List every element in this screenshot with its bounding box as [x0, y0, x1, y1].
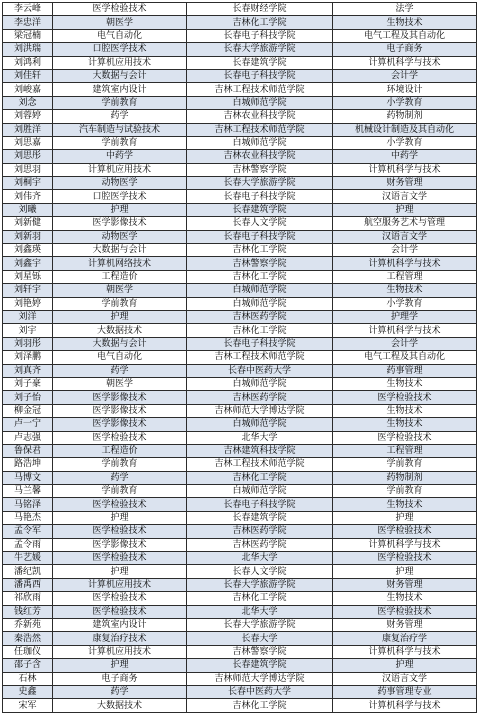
university-cell: 吉林化工学院 — [187, 699, 333, 712]
college-major-cell: 医学检验技术 — [53, 605, 187, 618]
target-major-cell: 电气工程及其自动化 — [333, 29, 477, 42]
student-name-cell: 刘新健 — [3, 217, 53, 230]
target-major-cell: 医学检验技术 — [333, 552, 477, 565]
admissions-table — [2, 2, 477, 713]
college-major-cell: 医学影像技术 — [53, 538, 187, 551]
student-name-cell: 马兰馨 — [3, 485, 53, 498]
target-major-cell: 医学检验技术 — [333, 605, 477, 618]
college-major-cell: 学前教育 — [53, 136, 187, 149]
college-major-cell: 药学 — [53, 110, 187, 123]
target-major-cell: 汉语言文学 — [333, 672, 477, 685]
target-major-cell: 计算机科学与技术 — [333, 163, 477, 176]
college-major-cell: 电气自动化 — [53, 29, 187, 42]
target-major-cell: 会计学 — [333, 69, 477, 82]
student-name-cell: 刘蓉婷 — [3, 110, 53, 123]
student-name-cell: 刘佳轩 — [3, 69, 53, 82]
target-major-cell: 生物技术 — [333, 498, 477, 511]
target-major-cell: 电气工程及其自动化 — [333, 351, 477, 364]
college-major-cell: 护理 — [53, 565, 187, 578]
student-name-cell: 刘宇 — [3, 324, 53, 337]
student-name-cell: 刘曦 — [3, 203, 53, 216]
student-name-cell: 潘禹西 — [3, 578, 53, 591]
target-major-cell: 财务管理 — [333, 618, 477, 631]
college-major-cell: 医学检验技术 — [53, 431, 187, 444]
college-major-cell: 医学影像技术 — [53, 391, 187, 404]
university-cell: 长春财经学院 — [187, 3, 333, 16]
college-major-cell: 朝医学 — [53, 284, 187, 297]
student-name-cell: 卢一宁 — [3, 418, 53, 431]
college-major-cell: 学前教育 — [53, 96, 187, 109]
college-major-cell: 动物医学 — [53, 177, 187, 190]
target-major-cell: 计算机科学与技术 — [333, 324, 477, 337]
university-cell: 北华大学 — [187, 431, 333, 444]
student-name-cell: 刘思彤 — [3, 150, 53, 163]
table-row — [3, 552, 477, 565]
student-name-cell: 梁冠楠 — [3, 29, 53, 42]
university-cell: 白城师范学院 — [187, 96, 333, 109]
target-major-cell: 生物技术 — [333, 284, 477, 297]
target-major-cell: 汉语言文学 — [333, 190, 477, 203]
college-major-cell: 医学检验技术 — [53, 498, 187, 511]
college-major-cell: 口腔医学技术 — [53, 190, 187, 203]
university-cell: 白城师范学院 — [187, 136, 333, 149]
table-row — [3, 458, 477, 471]
table-row — [3, 96, 477, 109]
table-row — [3, 110, 477, 123]
university-cell: 白城师范学院 — [187, 485, 333, 498]
university-cell: 长春电子科技学院 — [187, 337, 333, 350]
college-major-cell: 医学检验技术 — [53, 552, 187, 565]
student-name-cell: 刘思嘉 — [3, 136, 53, 149]
college-major-cell: 工程造价 — [53, 270, 187, 283]
target-major-cell: 机械设计制造及其自动化 — [333, 123, 477, 136]
student-name-cell: 刘桐宇 — [3, 177, 53, 190]
student-name-cell: 卢志强 — [3, 431, 53, 444]
student-name-cell: 刘洋 — [3, 310, 53, 323]
table-row — [3, 177, 477, 190]
table-row — [3, 310, 477, 323]
target-major-cell: 康复治疗学 — [333, 632, 477, 645]
college-major-cell: 大数据与会计 — [53, 69, 187, 82]
table-row — [3, 592, 477, 605]
target-major-cell: 医学检验技术 — [333, 391, 477, 404]
target-major-cell: 财务管理 — [333, 177, 477, 190]
target-major-cell: 中药学 — [333, 150, 477, 163]
table-row — [3, 3, 477, 16]
student-name-cell: 牛艺媛 — [3, 552, 53, 565]
table-row — [3, 685, 477, 698]
college-major-cell: 计算机应用技术 — [53, 56, 187, 69]
student-name-cell: 宋军 — [3, 699, 53, 712]
student-name-cell: 路浩坤 — [3, 458, 53, 471]
student-name-cell: 刘星铄 — [3, 270, 53, 283]
university-cell: 吉林工程技术师范学院 — [187, 83, 333, 96]
university-cell: 长春大学旅游学院 — [187, 618, 333, 631]
college-major-cell: 护理 — [53, 659, 187, 672]
college-major-cell: 建筑室内设计 — [53, 83, 187, 96]
table-row — [3, 391, 477, 404]
college-major-cell: 学前教育 — [53, 458, 187, 471]
student-name-cell: 马博文 — [3, 471, 53, 484]
student-name-cell: 刘念 — [3, 96, 53, 109]
college-major-cell: 大数据技术 — [53, 699, 187, 712]
target-major-cell: 航空服务艺术与管理 — [333, 217, 477, 230]
university-cell: 长春电子科技学院 — [187, 69, 333, 82]
student-name-cell: 马艳杰 — [3, 511, 53, 524]
table-row — [3, 123, 477, 136]
university-cell: 长春大学旅游学院 — [187, 578, 333, 591]
table-row — [3, 69, 477, 82]
table-row — [3, 364, 477, 377]
target-major-cell: 药物制剂 — [333, 471, 477, 484]
college-major-cell: 医学影像技术 — [53, 217, 187, 230]
target-major-cell: 护理 — [333, 511, 477, 524]
table-row — [3, 525, 477, 538]
university-cell: 吉林师范大学博达学院 — [187, 672, 333, 685]
student-name-cell: 秦浩然 — [3, 632, 53, 645]
college-major-cell: 医学影像技术 — [53, 404, 187, 417]
college-major-cell: 学前教育 — [53, 485, 187, 498]
student-name-cell: 石林 — [3, 672, 53, 685]
university-cell: 白城师范学院 — [187, 418, 333, 431]
college-major-cell: 电子商务 — [53, 672, 187, 685]
table-row — [3, 659, 477, 672]
table-row — [3, 270, 477, 283]
table-row — [3, 230, 477, 243]
college-major-cell: 计算机应用技术 — [53, 645, 187, 658]
table-row — [3, 672, 477, 685]
university-cell: 吉林农业科技学院 — [187, 110, 333, 123]
target-major-cell: 电子商务 — [333, 43, 477, 56]
university-cell: 长春电子科技学院 — [187, 29, 333, 42]
table-row — [3, 565, 477, 578]
table-row — [3, 43, 477, 56]
target-major-cell: 生物技术 — [333, 377, 477, 390]
college-major-cell: 医学影像技术 — [53, 418, 187, 431]
student-name-cell: 刘峻嘉 — [3, 83, 53, 96]
student-name-cell: 孟令雨 — [3, 538, 53, 551]
university-cell: 吉林农业科技学院 — [187, 150, 333, 163]
university-cell: 长春中医药大学 — [187, 364, 333, 377]
college-major-cell: 药学 — [53, 471, 187, 484]
table-row — [3, 29, 477, 42]
student-name-cell: 李云峰 — [3, 3, 53, 16]
university-cell: 吉林工程技术师范学院 — [187, 123, 333, 136]
college-major-cell: 医学检验技术 — [53, 3, 187, 16]
university-cell: 吉林化工学院 — [187, 244, 333, 257]
student-name-cell: 史鑫 — [3, 685, 53, 698]
university-cell: 吉林医药学院 — [187, 538, 333, 551]
student-name-cell: 祁欣雨 — [3, 592, 53, 605]
table-row — [3, 444, 477, 457]
target-major-cell: 生物技术 — [333, 16, 477, 29]
university-cell: 长春建筑学院 — [187, 203, 333, 216]
target-major-cell: 医学检验技术 — [333, 525, 477, 538]
target-major-cell: 生物技术 — [333, 592, 477, 605]
student-name-cell: 潘纪凯 — [3, 565, 53, 578]
table-row — [3, 217, 477, 230]
university-cell: 长春建筑学院 — [187, 659, 333, 672]
student-name-cell: 刘泽鹏 — [3, 351, 53, 364]
student-name-cell: 钱红芳 — [3, 605, 53, 618]
target-major-cell: 小学教育 — [333, 96, 477, 109]
table-row — [3, 377, 477, 390]
university-cell: 长春建筑学院 — [187, 511, 333, 524]
table-row — [3, 511, 477, 524]
university-cell: 吉林化工学院 — [187, 592, 333, 605]
university-cell: 吉林化工学院 — [187, 324, 333, 337]
college-major-cell: 朝医学 — [53, 377, 187, 390]
university-cell: 吉林工程技术师范学院 — [187, 351, 333, 364]
target-major-cell: 护理 — [333, 203, 477, 216]
university-cell: 吉林化工学院 — [187, 270, 333, 283]
table-row — [3, 297, 477, 310]
table-row — [3, 351, 477, 364]
university-cell: 长春人文学院 — [187, 565, 333, 578]
target-major-cell: 生物技术 — [333, 418, 477, 431]
target-major-cell: 计算机科学与技术 — [333, 699, 477, 712]
table-row — [3, 284, 477, 297]
university-cell: 吉林医药学院 — [187, 391, 333, 404]
college-major-cell: 药学 — [53, 364, 187, 377]
university-cell: 长春电子科技学院 — [187, 230, 333, 243]
college-major-cell: 学前教育 — [53, 297, 187, 310]
table-row — [3, 83, 477, 96]
student-name-cell: 刘洪瑞 — [3, 43, 53, 56]
university-cell: 北华大学 — [187, 605, 333, 618]
target-major-cell: 医学检验技术 — [333, 431, 477, 444]
university-cell: 长春大学旅游学院 — [187, 177, 333, 190]
university-cell: 吉林警察学院 — [187, 645, 333, 658]
university-cell: 长春电子科技学院 — [187, 498, 333, 511]
table-row — [3, 618, 477, 631]
college-major-cell: 动物医学 — [53, 230, 187, 243]
college-major-cell: 计算机网络技术 — [53, 257, 187, 270]
target-major-cell: 药物制剂 — [333, 110, 477, 123]
university-cell: 吉林医药学院 — [187, 310, 333, 323]
university-cell: 长春人文学院 — [187, 217, 333, 230]
college-major-cell: 大数据技术 — [53, 324, 187, 337]
college-major-cell: 医学检验技术 — [53, 525, 187, 538]
target-major-cell: 会计学 — [333, 244, 477, 257]
university-cell: 吉林工程技术师范学院 — [187, 458, 333, 471]
target-major-cell: 学前教育 — [333, 458, 477, 471]
target-major-cell: 环境设计 — [333, 83, 477, 96]
student-name-cell: 刘伟齐 — [3, 190, 53, 203]
college-major-cell: 大数据与会计 — [53, 337, 187, 350]
university-cell: 北华大学 — [187, 552, 333, 565]
table-row — [3, 203, 477, 216]
target-major-cell: 工程管理 — [333, 270, 477, 283]
table-row — [3, 471, 477, 484]
table-row — [3, 324, 477, 337]
table-row — [3, 498, 477, 511]
table-row — [3, 163, 477, 176]
table-row — [3, 418, 477, 431]
target-major-cell: 生物技术 — [333, 404, 477, 417]
target-major-cell: 法学 — [333, 3, 477, 16]
student-name-cell: 刘新羽 — [3, 230, 53, 243]
university-cell: 吉林建筑科技学院 — [187, 444, 333, 457]
student-name-cell: 刘羽彤 — [3, 337, 53, 350]
student-name-cell: 任珈仪 — [3, 645, 53, 658]
student-name-cell: 柳金冠 — [3, 404, 53, 417]
college-major-cell: 护理 — [53, 511, 187, 524]
college-major-cell: 口腔医学技术 — [53, 43, 187, 56]
target-major-cell: 小学教育 — [333, 136, 477, 149]
target-major-cell: 护理 — [333, 659, 477, 672]
student-name-cell: 鲁保君 — [3, 444, 53, 457]
table-row — [3, 578, 477, 591]
university-cell: 吉林化工学院 — [187, 471, 333, 484]
college-major-cell: 工程造价 — [53, 444, 187, 457]
target-major-cell: 学前教育 — [333, 485, 477, 498]
college-major-cell: 药学 — [53, 685, 187, 698]
table-row — [3, 538, 477, 551]
target-major-cell: 护理学 — [333, 310, 477, 323]
university-cell: 长春中医药大学 — [187, 685, 333, 698]
table-row — [3, 190, 477, 203]
target-major-cell: 财务管理 — [333, 578, 477, 591]
target-major-cell: 护理 — [333, 565, 477, 578]
student-name-cell: 刘子豪 — [3, 377, 53, 390]
college-major-cell: 医学检验技术 — [53, 592, 187, 605]
student-name-cell: 刘真齐 — [3, 364, 53, 377]
target-major-cell: 计算机科学与技术 — [333, 257, 477, 270]
table-row — [3, 404, 477, 417]
college-major-cell: 大数据与会计 — [53, 244, 187, 257]
university-cell: 吉林化工学院 — [187, 16, 333, 29]
target-major-cell: 小学教育 — [333, 297, 477, 310]
table-row — [3, 136, 477, 149]
university-cell: 吉林警察学院 — [187, 163, 333, 176]
college-major-cell: 护理 — [53, 203, 187, 216]
student-name-cell: 刘艳婷 — [3, 297, 53, 310]
student-name-cell: 孟令军 — [3, 525, 53, 538]
student-name-cell: 刘子怡 — [3, 391, 53, 404]
university-cell: 白城师范学院 — [187, 377, 333, 390]
college-major-cell: 护理 — [53, 310, 187, 323]
table-row — [3, 257, 477, 270]
target-major-cell: 工程管理 — [333, 444, 477, 457]
college-major-cell: 康复治疗技术 — [53, 632, 187, 645]
student-name-cell: 刘鸿利 — [3, 56, 53, 69]
college-major-cell: 朝医学 — [53, 16, 187, 29]
college-major-cell: 计算机应用技术 — [53, 578, 187, 591]
table-row — [3, 150, 477, 163]
university-cell: 长春大学 — [187, 632, 333, 645]
table-row — [3, 632, 477, 645]
university-cell: 吉林师范大学博达学院 — [187, 404, 333, 417]
table-row — [3, 485, 477, 498]
college-major-cell: 建筑室内设计 — [53, 618, 187, 631]
college-major-cell: 电气自动化 — [53, 351, 187, 364]
student-name-cell: 刘胜洋 — [3, 123, 53, 136]
student-name-cell: 刘鑫瑛 — [3, 244, 53, 257]
table-row — [3, 244, 477, 257]
student-name-cell: 刘思羽 — [3, 163, 53, 176]
college-major-cell: 计算机应用技术 — [53, 163, 187, 176]
university-cell: 长春大学旅游学院 — [187, 43, 333, 56]
university-cell: 长春建筑学院 — [187, 56, 333, 69]
university-cell: 吉林警察学院 — [187, 257, 333, 270]
target-major-cell: 计算机科学与技术 — [333, 645, 477, 658]
table-row — [3, 605, 477, 618]
table-row — [3, 431, 477, 444]
table-body — [3, 3, 477, 713]
target-major-cell: 药事管理专业 — [333, 685, 477, 698]
target-major-cell: 汉语言文学 — [333, 230, 477, 243]
student-name-cell: 邵子含 — [3, 659, 53, 672]
student-name-cell: 刘轩宇 — [3, 284, 53, 297]
student-name-cell: 刘鑫宇 — [3, 257, 53, 270]
table-row — [3, 645, 477, 658]
table-row — [3, 56, 477, 69]
table-row — [3, 337, 477, 350]
university-cell: 白城师范学院 — [187, 284, 333, 297]
student-name-cell: 李忠洋 — [3, 16, 53, 29]
target-major-cell: 计算机科学与技术 — [333, 538, 477, 551]
target-major-cell: 会计学 — [333, 337, 477, 350]
target-major-cell: 计算机科学与技术 — [333, 56, 477, 69]
college-major-cell: 汽车制造与试验技术 — [53, 123, 187, 136]
target-major-cell: 药事管理 — [333, 364, 477, 377]
university-cell: 白城师范学院 — [187, 297, 333, 310]
student-name-cell: 乔新苑 — [3, 618, 53, 631]
table-row — [3, 699, 477, 712]
college-major-cell: 中药学 — [53, 150, 187, 163]
table-row — [3, 16, 477, 29]
university-cell: 长春电子科技学院 — [187, 190, 333, 203]
university-cell: 吉林医药学院 — [187, 525, 333, 538]
student-name-cell: 马铭泽 — [3, 498, 53, 511]
